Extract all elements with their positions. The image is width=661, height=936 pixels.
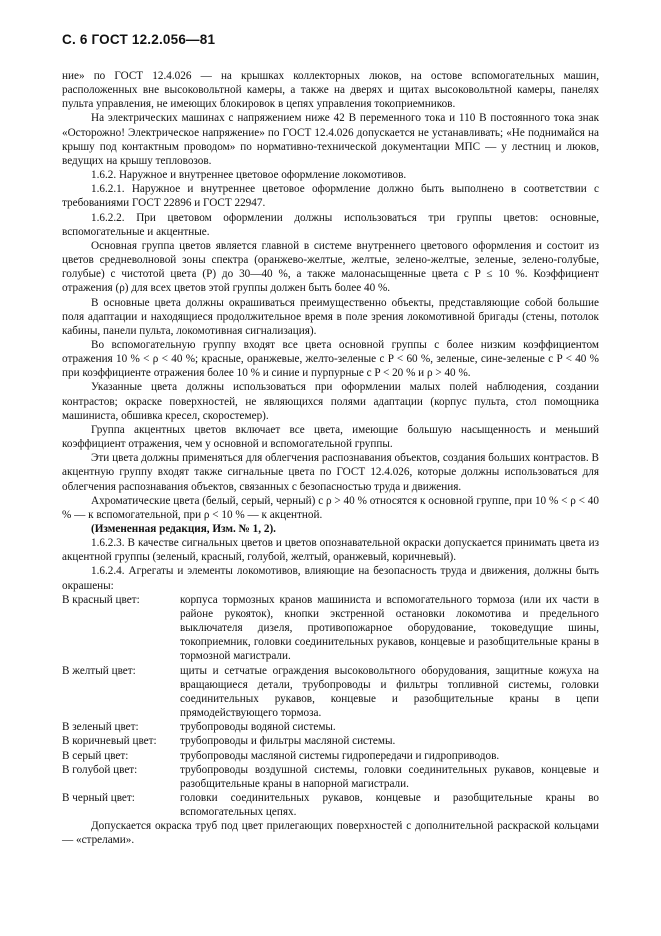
color-description: трубопроводы и фильтры масляной системы.: [180, 735, 396, 748]
paragraph: Допускается окраска труб под цвет прилегающих поверхностей с дополнительной раскраской кольцами — «стрелами».: [62, 820, 599, 847]
color-label: В желтый цвет:: [62, 664, 136, 677]
color-list-item: [62, 720, 599, 734]
amendment-note: (Измененная редакция, Изм. № 1, 2).: [91, 523, 276, 535]
paragraph: Указанные цвета должны использоваться при оформлении малых полей наблюдения, создании контрастов; окраске поверхностей, не являющихся полями адаптации (корпус пульта, стол помощника машиниста, обшивка кресел, скоростемер).: [62, 381, 599, 422]
color-description: трубопроводы водяной системы.: [180, 721, 336, 734]
color-list: [62, 593, 599, 820]
color-label: В голубой цвет:: [62, 763, 138, 776]
color-label: В серый цвет:: [62, 749, 129, 762]
document-body: [62, 69, 599, 848]
color-description: щиты и сетчатые ограждения высоковольтного оборудования, защитные кожуха на вращающиеся детали, трубопроводы и фильтры топливной системы, головки соединительных рукавов, концевые и разобщительные краны в цепи прямодействующего тормоза.: [180, 664, 599, 720]
color-label: В коричневый цвет:: [62, 735, 157, 748]
color-list-item: [62, 763, 599, 791]
paragraph: В основные цвета должны окрашиваться преимущественно объекты, представляющие собой большие поля адаптации и находящиеся продолжительное время в поле зрения локомотивной бригады (стены, потолок кабины, панели пульта, локомотивная сигнализация).: [62, 296, 599, 337]
paragraph: Основная группа цветов является главной в системе внутреннего цветового оформления и состоит из цветов средневолновой зоны спектра (оранжево-желтые, желтые, зелено-желтые, зеленые, зелено-голубые, голубые) с чистотой цвета (P) до 30—40 %, а также малонасыщенные цвета с P ≤ 10 %. Коэффициент отражения (ρ) для всех цветов этой группы должен быть более 40 %.: [62, 239, 599, 295]
color-list-item: [62, 734, 599, 748]
color-description: трубопроводы масляной системы гидропередачи и гидроприводов.: [180, 749, 500, 762]
color-label: В зеленый цвет:: [62, 721, 139, 734]
color-label: В черный цвет:: [62, 791, 135, 804]
paragraph: 1.6.2.1. Наружное и внутреннее цветовое оформление должно быть выполнено в соответствии с требованиями ГОСТ 22896 и ГОСТ 22947.: [62, 183, 599, 210]
paragraph: 1.6.2.4. Агрегаты и элементы локомотивов, влияющие на безопасность труда и движения, должны быть окрашены:: [62, 565, 599, 592]
paragraph: На электрических машинах с напряжением ниже 42 В переменного тока и 110 В постоянного тока знак «Осторожно! Электрическое напряжение» по ГОСТ 12.4.026 допускается не устанавливать; «Не поднимайся на крышу под контактным проводом» по нормативно-технической документации МПС — у лестниц и люков, ведущих на крышу тепловозов.: [62, 112, 599, 167]
color-list-item: [62, 664, 599, 721]
color-label: В красный цвет:: [62, 593, 140, 606]
paragraph: Во вспомогательную группу входят все цвета основной группы с более низким коэффициентом отражения 10 % < ρ < 40 %; красные, оранжевые, желто-зеленые с P < 60 %, зеленые, сине-зеленые с P < 40 % при коэффициенте отражения более 10 % и синие и пурпурные с P < 20 % и ρ > 40 %.: [62, 338, 599, 380]
color-description: трубопроводы воздушной системы, головки соединительных рукавов, концевые и разобщительные краны в напорной магистрали.: [180, 763, 599, 790]
paragraph: 1.6.2.2. При цветовом оформлении должны использоваться три группы цветов: основные, вспомогательные и акцентные.: [62, 211, 599, 238]
paragraph: Ахроматические цвета (белый, серый, черный) с ρ > 40 % относятся к основной группе, при 10 % < ρ < 40 % — к вспомогательной, при ρ < 10 % — к акцентной.: [62, 494, 599, 521]
page-header: С. 6 ГОСТ 12.2.056—81: [62, 32, 216, 47]
paragraph: 1.6.2.3. В качестве сигнальных цветов и цветов опознавательной окраски допускается принимать цвета из акцентной группы (зеленый, красный, голубой, желтый, оранжевый, коричневый).: [62, 537, 599, 564]
color-list-item: [62, 593, 599, 664]
color-description: головки соединительных рукавов, концевые и разобщительные краны во вспомогательных цепях.: [180, 791, 599, 819]
color-description: корпуса тормозных кранов машиниста и вспомогательного тормоза (или их части в районе рукояток), кнопки экстренной остановки локомотива и предельного выключателя дизеля, противопожарное оборудование, токоведущие шины, токоприемник, головки соединительных рукавов, концевые и разобщительные краны в тормозной магистрали.: [180, 593, 599, 663]
paragraph: Эти цвета должны применяться для облегчения распознавания объектов, создания больших контрастов. В акцентную группу входят также сигнальные цвета по ГОСТ 12.4.026, которые должны использоваться для облегчения распознавания объектов, связанных с безопасностью труда и движения.: [62, 452, 599, 493]
paragraph: Группа акцентных цветов включает все цвета, имеющие большую насыщенность и меньший коэффициент отражения, чем у основной и вспомогательной группы.: [62, 423, 599, 451]
color-list-item: [62, 791, 599, 819]
color-list-item: [62, 749, 599, 763]
section-heading: 1.6.2. Наружное и внутреннее цветовое оформление локомотивов.: [91, 169, 407, 182]
paragraph: ние» по ГОСТ 12.4.026 — на крышках коллекторных люков, на остове вспомогательных машин, расположенных вне высоковольтной камеры, а также на дверях и щитах высоковольтной камеры, панелях пульта управления, не имеющих блокировок в цепях управления токоприемников.: [62, 70, 599, 111]
